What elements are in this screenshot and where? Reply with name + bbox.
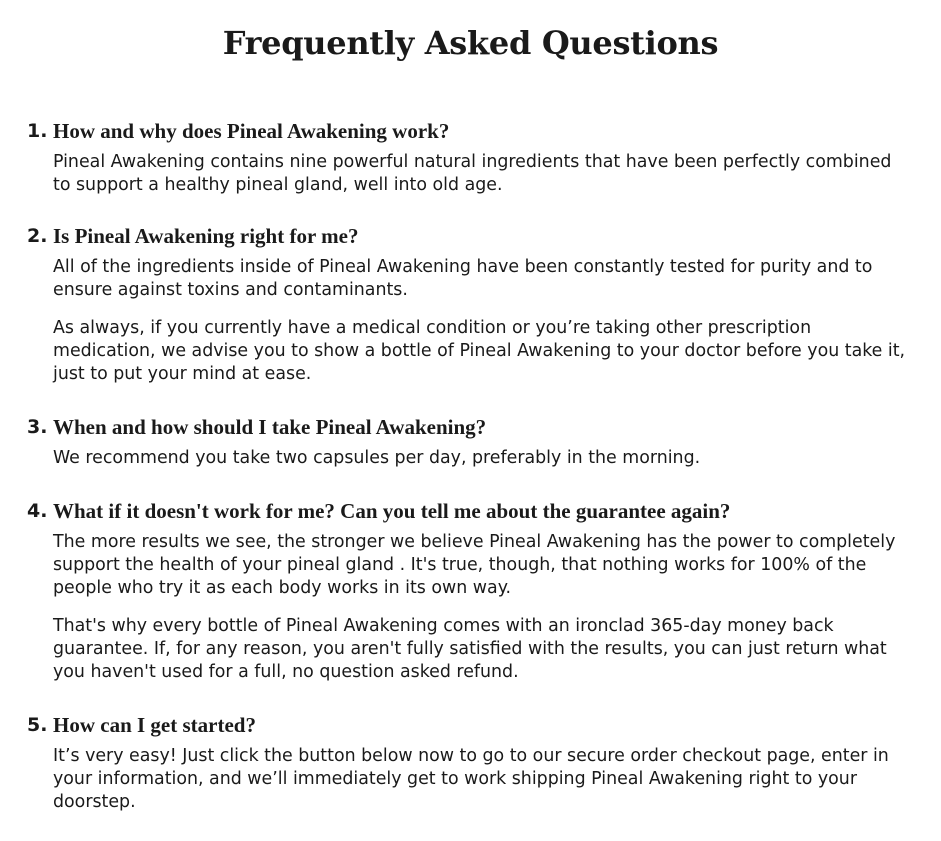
faq-question: Is Pineal Awakening right for me? <box>53 224 359 248</box>
faq-number: 1. <box>27 120 48 142</box>
faq-item <box>0 414 941 470</box>
faq-item <box>0 223 941 386</box>
faq-list <box>0 118 941 814</box>
faq-answer: All of the ingredients inside of Pineal Awakening have been constantly tested for purity and to ensure against toxins and contaminants. <box>53 257 873 300</box>
faq-item <box>0 498 941 684</box>
faq-number: 4. <box>27 500 48 522</box>
faq-item <box>0 118 941 197</box>
faq-question: When and how should I take Pineal Awakening? <box>53 415 487 439</box>
faq-answer: We recommend you take two capsules per day, preferably in the morning. <box>53 448 701 468</box>
faq-question: How and why does Pineal Awakening work? <box>53 119 450 143</box>
faq-answer: As always, if you currently have a medical condition or you’re taking other prescription medication, we advise you to show a bottle of Pineal Awakening to your doctor before you take it, just to put your mind at ease. <box>53 318 906 384</box>
faq-answer: It’s very easy! Just click the button below now to go to our secure order checkout page, enter in your information, and we’ll immediately get to work shipping Pineal Awakening right to your doorstep. <box>53 746 889 812</box>
faq-number: 3. <box>27 416 48 438</box>
faq-answer: The more results we see, the stronger we believe Pineal Awakening has the power to completely support the health of your pineal gland . It's true, though, that nothing works for 100% of the people who try it as each body works in its own way. <box>53 532 896 598</box>
faq-answer: That's why every bottle of Pineal Awakening comes with an ironclad 365-day money back guarantee. If, for any reason, you aren't fully satisfied with the results, you can just return what you haven't used for a full, no question asked refund. <box>53 616 887 682</box>
faq-item <box>0 712 941 814</box>
faq-number: 5. <box>27 714 48 736</box>
faq-question: What if it doesn't work for me? Can you tell me about the guarantee again? <box>53 499 731 523</box>
faq-question: How can I get started? <box>53 713 256 737</box>
faq-number: 2. <box>27 225 48 247</box>
page-title: Frequently Asked Questions <box>222 24 719 62</box>
faq-answer: Pineal Awakening contains nine powerful natural ingredients that have been perfectly combined to support a healthy pineal gland, well into old age. <box>53 152 892 195</box>
